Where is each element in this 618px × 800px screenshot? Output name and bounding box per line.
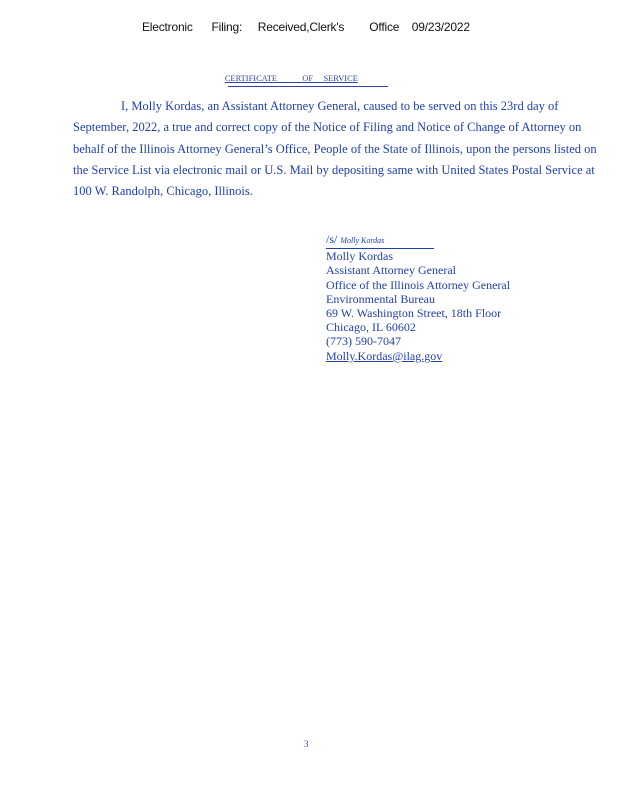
signer-title: Assistant Attorney General [326, 263, 456, 278]
certificate-of-service-title: CERTIFICATE OF SERVICE [224, 74, 358, 83]
signer-city: Chicago, IL 60602 [326, 320, 416, 335]
certificate-body [73, 96, 609, 202]
signature-prefix: /s/ [326, 232, 338, 246]
signer-email-link[interactable]: Molly.Kordas@ilag.gov [326, 348, 443, 363]
signer-office: Office of the Illinois Attorney General [326, 277, 511, 292]
signer-street: 69 W. Washington Street, 18th Floor [326, 306, 502, 321]
signature-name: Molly Kordas [340, 236, 385, 245]
signer-name: Molly Kordas [326, 249, 393, 264]
certificate-paragraph: I, Molly Kordas, an Assistant Attorney General, caused to be served on this 23rd day of September, 2022, a true and correct copy of the Notice of Filing and Notice of Change of Attorney on behalf of the Illinois Attorney General’s Office, People of the State of Illinois, upon the persons listed on the Service List via electronic mail or U.S. Mail by depositing same with United States Postal Service at 100 W. Randolph, Chicago, Illinois. [73, 99, 597, 199]
signature-block [326, 232, 510, 363]
page-number: 3 [304, 739, 309, 749]
title-underline [228, 86, 388, 87]
signature-line [326, 232, 510, 249]
efiling-stamp-header: Electronic Filing: Received,Clerk's Office 09/23/2022 [142, 20, 470, 34]
signer-phone: (773) 590-7047 [326, 334, 401, 349]
signer-bureau: Environmental Bureau [326, 291, 435, 306]
